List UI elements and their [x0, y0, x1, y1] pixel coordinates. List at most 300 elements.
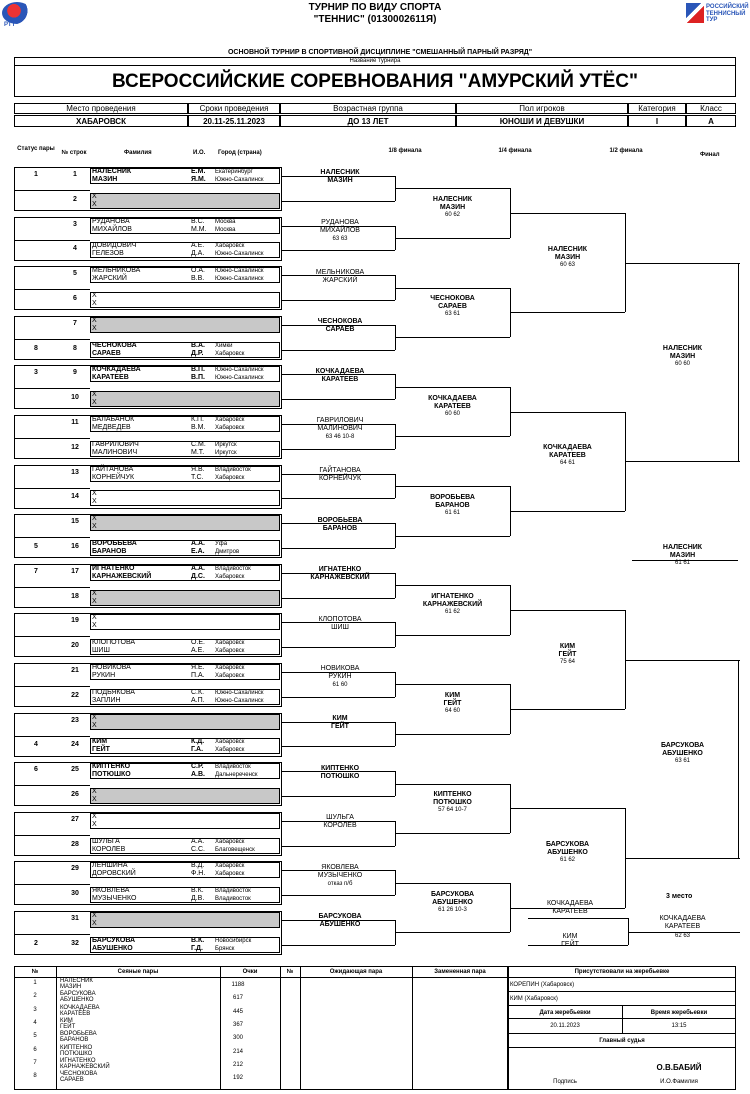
sf-winner-partner: КАРАТЕЕВ [549, 452, 586, 460]
pair-frame [14, 613, 282, 657]
col-io: И.О. [193, 150, 206, 156]
seed-row-player: БАРСУКОВА [60, 991, 96, 998]
bracket-line [395, 932, 510, 933]
qf-winner-partner: КАРНАЖЕВСКИЙ [422, 601, 483, 608]
partner-surname: ГЕЛЕЗОВ [92, 250, 124, 258]
player-city: Хабаровск [215, 417, 245, 423]
seeds-header-1: Сеяные пары [117, 969, 159, 975]
qf-score: 57 64 10-7 [438, 807, 467, 814]
player-initials: Е.М. [191, 168, 206, 175]
seeds-header-3: № [286, 969, 294, 975]
champion-player: НАЛЕСНИК [662, 544, 703, 552]
info-value-0: ХАБАРОВСК [14, 115, 188, 127]
seed-row-num: 8 [33, 1073, 37, 1080]
partner-initials: Я.М. [191, 176, 206, 183]
seed-number: 7 [34, 567, 38, 575]
seed-row-player: КИПТЕНКО [60, 1044, 93, 1051]
pair-divider [14, 388, 90, 389]
player-surname: Х [92, 788, 97, 795]
qf-winner-partner: БАРАНОВ [435, 501, 470, 509]
r16-winner-partner: ШИШ [331, 623, 349, 631]
player-surname: Х [92, 812, 97, 820]
seed-row-partner: КАРАТЕЕВ [60, 1010, 91, 1017]
player-surname: БАРСУКОВА [92, 936, 136, 944]
seed-row-partner: АБУШЕНКО [60, 997, 94, 1004]
final-side-partner: МАЗИН [669, 353, 696, 360]
bracket-line [625, 660, 740, 661]
pair-divider [14, 686, 90, 687]
seed-row-player: КОЧКАДАЕВА [60, 1004, 100, 1011]
qf-score: 64 60 [444, 708, 460, 715]
pair-frame [14, 911, 282, 955]
seed-row-points: 212 [232, 1061, 243, 1068]
bracket-line [395, 883, 510, 884]
r16-winner-player: ГАВРИЛОВИЧ [316, 417, 364, 425]
player-city: Южно-Сахалинск [215, 689, 264, 696]
player-surname: Х [92, 490, 97, 498]
seed-row-num: 1 [33, 980, 37, 986]
player-initials: О.Е. [191, 639, 206, 647]
qf-winner-player: НАЛЕСНИК [432, 196, 473, 204]
player-city: Уфа [215, 541, 228, 547]
r16-winner-player: ИГНАТЕНКО [318, 566, 362, 574]
bracket-line [282, 350, 395, 351]
partner-initials: Г.А. [191, 746, 204, 754]
line-number: 21 [71, 667, 79, 674]
seeds-header-5: Замененная пара [434, 969, 486, 975]
line-number: 13 [71, 468, 79, 476]
player-surname: ВОРОБЬЕВА [92, 540, 137, 547]
line-number: 10 [71, 394, 79, 402]
r16-winner-player: КОЧКАДАЕВА [315, 367, 365, 375]
partner-initials: Г.Д. [191, 944, 203, 952]
bracket-line [738, 263, 739, 461]
partner-initials: Е.А. [191, 548, 205, 555]
qf-score: 63 61 [444, 311, 460, 318]
third-place-label: 3 место [666, 893, 693, 900]
partner-surname: КАРАТЕЕВ [92, 374, 129, 382]
partner-surname: Х [92, 721, 97, 729]
line-number: 20 [71, 642, 79, 650]
present-2: КИМ (Хабаровск) [510, 996, 558, 1002]
info-label-0: Место проведения [14, 103, 188, 114]
player-surname: Х [92, 614, 97, 622]
qf-winner-partner: САРАЕВ [438, 303, 467, 311]
pair-frame [14, 217, 282, 261]
player-surname: ГАВРИЛОВИЧ [92, 440, 139, 448]
partner-surname: КАРНАЖЕВСКИЙ [92, 572, 152, 580]
bracket-line [510, 511, 625, 512]
line-number: 3 [73, 220, 77, 228]
r16-winner-player: ГАЙТАНОВА [319, 467, 361, 474]
pair-divider [14, 190, 90, 191]
partner-initials: В.М. [191, 424, 206, 431]
r16-winner-partner: АБУШЕНКО [319, 921, 361, 929]
partner-surname: ШИШ [92, 647, 110, 655]
partner-surname: МЕДВЕДЕВ [92, 424, 131, 431]
pair-frame [14, 514, 282, 558]
partner-city: Иркутск [215, 449, 237, 456]
partner-city: Южно-Сахалинск [215, 276, 264, 283]
partner-city: Дмитров [215, 549, 240, 555]
seed-row-points: 367 [232, 1021, 243, 1028]
info-value-1: 20.11-25.11.2023 [188, 115, 280, 127]
r16-score: отказ п/б [327, 880, 353, 887]
info-label-4: Категория [628, 103, 686, 114]
player-initials: К.П. [191, 416, 204, 423]
r16-winner-player: НАЛЕСНИК [320, 169, 360, 177]
bracket-line [300, 966, 301, 1090]
partner-city: Хабаровск [215, 425, 245, 431]
sf-winner-partner: ГЕЙТ [558, 650, 577, 658]
partner-city: Дальнереченск [215, 772, 258, 779]
bracket-line [395, 288, 510, 289]
player-city: Екатеринбург [215, 169, 253, 175]
partner-city: Хабаровск [215, 673, 245, 679]
line-number: 29 [71, 865, 79, 873]
player-initials: В.Д. [191, 862, 205, 870]
player-surname: ЛЕНШИНА [92, 862, 128, 870]
third-score: 62 63 [674, 933, 690, 939]
player-surname: ШУЛЬГА [92, 837, 120, 845]
qf-score: 61 26 10-3 [438, 906, 467, 913]
player-initials: Я.Е. [191, 664, 205, 671]
bracket-line [282, 300, 395, 301]
player-initials: А.А. [191, 564, 205, 572]
player-surname: ИГНАТЕНКО [92, 564, 135, 572]
pair-divider [14, 339, 90, 340]
info-value-2: ДО 13 ЛЕТ [280, 115, 456, 127]
judge-label: Главный судья [599, 1038, 645, 1044]
bracket-line [282, 548, 395, 549]
player-surname: МЕЛЬНИКОВА [92, 267, 141, 275]
fio-label: И.О.Фамилия [660, 1079, 698, 1085]
r16-score: 63 63 [332, 236, 348, 242]
bracket-line [395, 387, 510, 388]
seed-number: 6 [34, 766, 38, 774]
info-value-3: ЮНОШИ И ДЕВУШКИ [456, 115, 628, 127]
player-initials: А.А. [191, 540, 205, 547]
seed-row-num: 4 [33, 1019, 37, 1026]
bracket-line [282, 945, 395, 946]
info-label-3: Пол игроков [456, 103, 628, 114]
player-surname: КИПТЕНКО [92, 763, 131, 771]
qf-score: 61 62 [444, 609, 460, 615]
bracket-line [282, 449, 395, 450]
pair-divider [14, 438, 90, 439]
sf-winner-partner: АБУШЕНКО [547, 849, 588, 856]
line-number: 6 [73, 295, 77, 302]
bracket-line [510, 412, 625, 413]
r16-winner-partner: РУКИН [328, 673, 352, 681]
bracket-line [412, 966, 413, 1090]
player-surname: Х [92, 292, 97, 299]
player-city: Хабаровск [215, 739, 245, 746]
line-number: 25 [71, 766, 79, 774]
partner-city: Южно-Сахалинск [215, 177, 264, 183]
partner-city: Южно-Сахалинск [215, 375, 264, 382]
rtt-logo-text: РТТ [4, 22, 16, 28]
r16-winner-partner: ГЕЙТ [331, 723, 349, 730]
partner-initials: А.Е. [191, 647, 205, 655]
pair-frame [14, 167, 282, 211]
col-sf: 1/2 финала [609, 148, 643, 154]
seed-row-player: ВОРОБЬЕВА [60, 1031, 97, 1038]
pair-divider [14, 537, 90, 538]
seed-row-partner: ПОТЮШКО [60, 1050, 93, 1057]
partner-surname: ГЕЙТ [92, 746, 110, 754]
sf-winner-player: КОЧКАДАЕВА [543, 444, 592, 452]
seed-row-player: ИГНАТЕНКО [60, 1057, 96, 1064]
r16-winner-player: КИПТЕНКО [320, 764, 360, 772]
seed-row-num: 7 [33, 1059, 37, 1066]
r16-winner-player: ЯКОВЛЕВА [321, 863, 359, 871]
partner-surname: САРАЕВ [92, 349, 121, 357]
player-surname: Х [92, 589, 97, 597]
player-initials: А.А. [191, 837, 205, 845]
qf-score: 60 60 [444, 410, 460, 417]
player-city: Новосибирск [215, 937, 252, 944]
line-number: 24 [71, 741, 79, 749]
bracket-line [395, 436, 510, 437]
seed-row-num: 5 [33, 1033, 37, 1040]
player-initials: В.А. [191, 341, 205, 349]
bracket-line [738, 660, 739, 858]
partner-initials: В.В. [191, 275, 205, 283]
r16-winner-partner: САРАЕВ [325, 326, 355, 334]
final-side-score: 60 60 [674, 361, 690, 367]
player-city: Хабаровск [215, 640, 245, 647]
r16-winner-partner: КОРНЕЙЧУК [318, 475, 362, 482]
player-initials: С.К. [191, 688, 205, 696]
partner-surname: ЖАРСКИЙ [92, 275, 127, 283]
seed-number: 8 [34, 344, 38, 352]
partner-surname: АБУШЕНКО [92, 944, 133, 952]
seed-row-partner: ГЕЙТ [60, 1023, 76, 1030]
tournament-name: ВСЕРОССИЙСКИЕ СОРЕВНОВАНИЯ "АМУРСКИЙ УТЁС" [111, 71, 639, 92]
info-value-5: А [686, 115, 736, 127]
line-number: 7 [73, 319, 77, 327]
qf-score: 60 62 [444, 212, 460, 219]
r16-winner-partner: ПОТЮШКО [320, 772, 360, 780]
seed-row-points: 192 [232, 1075, 243, 1082]
player-city: Хабаровск [215, 838, 245, 845]
seed-number: 2 [34, 939, 38, 947]
bracket-line [282, 250, 395, 251]
player-surname: КЛОПОТОВА [92, 639, 136, 647]
tour-logo-text: РОССИЙСКИЙ ТЕННИСНЫЙ ТУР [706, 4, 749, 23]
partner-initials: В.П. [191, 374, 205, 382]
line-number: 23 [71, 716, 79, 724]
player-city: Иркутск [215, 441, 237, 448]
bracket-line [508, 991, 736, 992]
partner-initials: Д.В. [191, 895, 205, 903]
player-surname: ЯКОВЛЕВА [92, 887, 130, 895]
line-number: 9 [73, 369, 77, 377]
player-surname: НАЛЕСНИК [92, 168, 132, 175]
seeds-header-2: Очки [242, 969, 258, 975]
seed-row-player: ЧЕСНОКОВА [60, 1071, 98, 1078]
player-city: Владивосток [215, 466, 251, 473]
partner-initials: А.П. [191, 696, 205, 704]
qf-winner-player: ИГНАТЕНКО [431, 593, 474, 600]
r16-winner-player: КЛОПОТОВА [318, 615, 362, 623]
r16-winner-player: ВОРОБЬЕВА [317, 516, 363, 524]
partner-initials: М.М. [191, 225, 207, 233]
seed-row-points: 1188 [231, 982, 245, 988]
partner-surname: Х [92, 399, 97, 407]
line-number: 14 [71, 493, 79, 501]
present-label: Присутствовали на жеребьевке [574, 969, 670, 975]
partner-city: Владивосток [215, 896, 251, 903]
partner-initials: Д.А. [191, 250, 205, 258]
r16-winner-player: ЧЕСНОКОВА [317, 318, 363, 326]
player-city: Владивосток [215, 764, 251, 771]
sf-winner-player: НАЛЕСНИК [547, 245, 588, 253]
pair-frame [14, 564, 282, 608]
player-city: Хабаровск [215, 243, 245, 250]
title-line-1: ТУРНИР ПО ВИДУ СПОРТА [308, 2, 442, 13]
player-surname: Х [92, 515, 97, 523]
player-initials: Я.В. [191, 465, 205, 473]
player-surname: ДОВИДОВИЧ [92, 242, 137, 250]
sf-score: 75 64 [559, 658, 575, 665]
pair-frame [14, 465, 282, 509]
seed-row-partner: БАРАНОВ [60, 1037, 89, 1044]
partner-city: Хабаровск [215, 573, 245, 580]
line-number: 27 [71, 815, 79, 823]
bracket-line [395, 536, 510, 537]
player-surname: Х [92, 192, 97, 200]
partner-city: Хабаровск [215, 474, 245, 481]
bracket-line [508, 1033, 736, 1034]
bracket-line [508, 1047, 736, 1048]
player-initials: К.Д. [191, 738, 205, 746]
title-line-2: "ТЕННИС" (0130002611Я) [313, 14, 437, 25]
info-label-5: Класс [686, 103, 736, 114]
player-initials: В.К. [191, 887, 204, 895]
bracket-line [395, 833, 510, 834]
col-status: Статус пары [17, 146, 55, 152]
partner-initials: Д.Р. [191, 349, 204, 357]
tour-logo-icon [686, 3, 704, 23]
r16-winner-partner: МАЛИНОВИЧ [317, 425, 363, 433]
partner-city: Москва [215, 226, 236, 233]
sf-winner-player: БАРСУКОВА [545, 841, 590, 848]
seed-number: 1 [34, 171, 38, 178]
bracket-line [282, 201, 395, 202]
partner-surname: КОРНЕЙЧУК [92, 473, 135, 481]
player-initials: А.Е. [191, 242, 205, 250]
pair-divider [14, 289, 90, 290]
qf-score: 61 61 [444, 509, 460, 516]
col-r16: 1/8 финала [388, 148, 422, 154]
partner-initials: Д.С. [191, 572, 205, 580]
seed-row-player: НАЛЕСНИК [60, 978, 93, 984]
line-number: 16 [71, 543, 79, 550]
third-b-player: КИМ [562, 933, 578, 940]
pair-frame [14, 365, 282, 409]
partner-surname: МАЗИН [92, 176, 118, 183]
bracket-line [282, 796, 395, 797]
bracket-line [510, 709, 625, 710]
player-surname: Х [92, 912, 97, 919]
bracket-line [280, 966, 281, 1090]
partner-surname: ПОТЮШКО [92, 771, 131, 779]
partner-initials: С.С. [191, 845, 205, 853]
bracket-line [282, 399, 395, 400]
col-final: Финал [700, 152, 720, 158]
bracket-line [395, 784, 510, 785]
bracket-line [282, 498, 395, 499]
qf-winner-player: КИПТЕНКО [433, 791, 472, 799]
r16-winner-player: ШУЛЬГА [326, 814, 354, 822]
partner-initials: М.Т. [191, 448, 205, 456]
bracket-line [625, 461, 740, 462]
player-city: Хабаровск [215, 863, 245, 870]
seed-row-num: 2 [33, 993, 37, 1000]
qf-winner-player: ВОРОБЬЕВА [430, 493, 475, 501]
partner-initials: Т.С. [191, 473, 204, 481]
partner-surname: Х [92, 597, 97, 605]
player-city: Владивосток [215, 888, 251, 895]
r16-winner-player: КИМ [332, 715, 348, 722]
bracket-line [395, 188, 510, 189]
partner-city: Южно-Сахалинск [215, 697, 264, 704]
pair-divider [14, 240, 90, 241]
info-value-4: I [628, 115, 686, 127]
r16-winner-partner: КАРАТЕЕВ [321, 375, 359, 383]
partner-initials: Ф.Н. [191, 870, 206, 878]
seeds-header-4: Ожидающая пара [329, 969, 383, 975]
final-side-player: НАЛЕСНИК [662, 345, 703, 352]
pair-divider [14, 835, 90, 836]
pair-frame [14, 762, 282, 806]
player-surname: Х [92, 391, 97, 399]
line-number: 4 [73, 245, 77, 253]
seed-row-player: КИМ [60, 1017, 73, 1024]
rtt-logo-icon [2, 2, 32, 24]
player-surname: Х [92, 316, 97, 324]
partner-surname: КОРОЛЕВ [92, 845, 126, 853]
final-side-player: БАРСУКОВА [660, 741, 705, 749]
qf-winner-partner: АБУШЕНКО [432, 898, 473, 906]
player-surname: Х [92, 713, 97, 721]
bracket-line [510, 808, 625, 809]
bracket-line [510, 610, 625, 611]
qf-winner-partner: ПОТЮШКО [433, 799, 472, 807]
partner-surname: Х [92, 622, 97, 630]
pair-frame [14, 663, 282, 707]
partner-surname: Х [92, 920, 97, 927]
partner-surname: Х [92, 200, 97, 208]
third-winner-partner: КАРАТЕЕВ [664, 923, 701, 930]
player-city: Владивосток [215, 565, 251, 572]
seed-row-points: 445 [232, 1008, 243, 1015]
player-city: Южно-Сахалинск [215, 367, 264, 374]
partner-surname: Х [92, 324, 97, 332]
seed-row-points: 214 [232, 1048, 243, 1055]
bracket-line [282, 697, 395, 698]
qf-winner-partner: КАРАТЕЕВ [434, 402, 471, 410]
line-number: 2 [73, 195, 77, 203]
bracket-line [528, 918, 628, 919]
third-a-player: КОЧКАДАЕВА [546, 900, 594, 907]
line-number: 31 [71, 915, 79, 922]
player-surname: БАЛАБАНОК [92, 416, 135, 423]
pair-divider [14, 736, 90, 737]
info-label-1: Сроки проведения [188, 103, 280, 114]
